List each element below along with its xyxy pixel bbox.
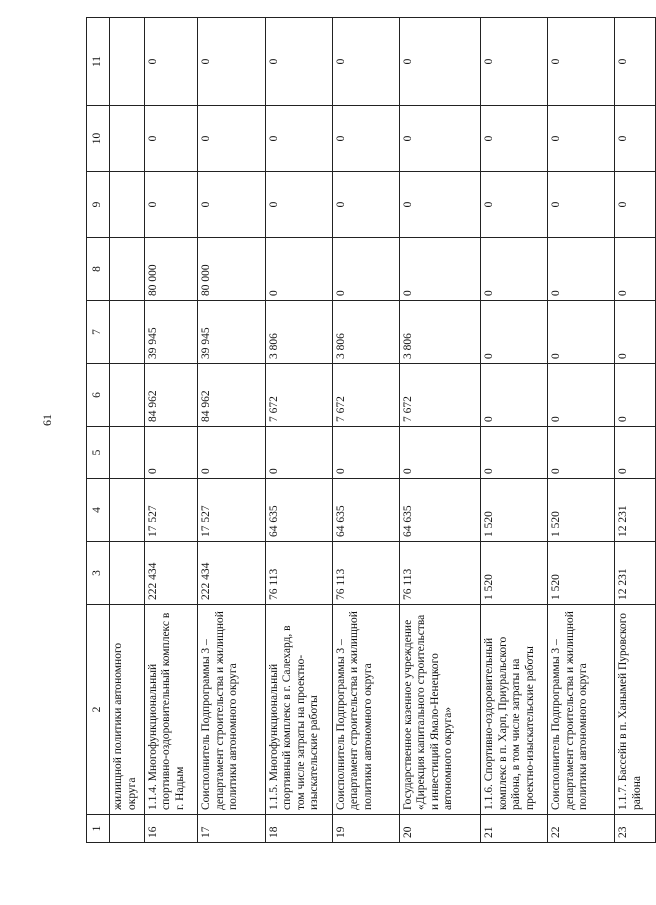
value-cell: 80 000: [144, 238, 198, 301]
table-row: [332, 18, 399, 843]
value-cell: 39 945: [198, 301, 265, 364]
row-number-cell: 20: [399, 815, 480, 843]
value-cell: 0: [615, 106, 656, 172]
value-cell: 0: [399, 427, 480, 479]
value-cell: [110, 301, 145, 364]
table-row: [548, 18, 615, 843]
row-name-cell: жилищной политики автономного округа: [110, 605, 145, 815]
value-cell: 0: [615, 18, 656, 106]
value-cell: 0: [548, 301, 615, 364]
value-cell: [110, 364, 145, 427]
table-body: [110, 18, 656, 843]
value-cell: [110, 542, 145, 605]
rotated-table-container: [86, 18, 656, 843]
column-header: 5: [87, 427, 110, 479]
row-number-cell: 16: [144, 815, 198, 843]
value-cell: 7 672: [399, 364, 480, 427]
table-row: [481, 18, 548, 843]
value-cell: 7 672: [332, 364, 399, 427]
value-cell: 0: [198, 172, 265, 238]
value-cell: 0: [481, 364, 548, 427]
table-row: [399, 18, 480, 843]
column-header: 7: [87, 301, 110, 364]
value-cell: 17 527: [198, 479, 265, 542]
value-cell: 3 806: [399, 301, 480, 364]
value-cell: 12 231: [615, 479, 656, 542]
value-cell: 222 434: [198, 542, 265, 605]
value-cell: [110, 18, 145, 106]
value-cell: 0: [615, 172, 656, 238]
value-cell: 0: [332, 238, 399, 301]
value-cell: 0: [198, 18, 265, 106]
value-cell: [110, 106, 145, 172]
value-cell: 3 806: [332, 301, 399, 364]
row-number-cell: 19: [332, 815, 399, 843]
value-cell: 1 520: [481, 479, 548, 542]
value-cell: 0: [615, 427, 656, 479]
column-header: 2: [87, 605, 110, 815]
value-cell: 76 113: [399, 542, 480, 605]
value-cell: 0: [265, 172, 332, 238]
row-name-cell: Соисполнитель Подпрограммы 3 – департамент строительства и жилищной политики автономного округа: [198, 605, 265, 815]
value-cell: 0: [481, 427, 548, 479]
column-header: 9: [87, 172, 110, 238]
value-cell: 64 635: [265, 479, 332, 542]
value-cell: [110, 479, 145, 542]
value-cell: 80 000: [198, 238, 265, 301]
value-cell: 1 520: [548, 479, 615, 542]
value-cell: 1 520: [548, 542, 615, 605]
value-cell: 0: [265, 18, 332, 106]
value-cell: 0: [399, 106, 480, 172]
value-cell: 0: [548, 238, 615, 301]
value-cell: 222 434: [144, 542, 198, 605]
value-cell: 0: [615, 364, 656, 427]
value-cell: 0: [615, 301, 656, 364]
table-row: [265, 18, 332, 843]
value-cell: 0: [481, 172, 548, 238]
row-name-cell: Соисполнитель Подпрограммы 3 – департамент строительства и жилищной политики автономного округа: [332, 605, 399, 815]
column-header: 6: [87, 364, 110, 427]
value-cell: 0: [144, 18, 198, 106]
value-cell: 17 527: [144, 479, 198, 542]
value-cell: 0: [198, 427, 265, 479]
value-cell: 0: [548, 172, 615, 238]
row-number-cell: 22: [548, 815, 615, 843]
value-cell: 0: [265, 238, 332, 301]
value-cell: 0: [548, 18, 615, 106]
row-name-cell: Соисполнитель Подпрограммы 3 – департамент строительства и жилищной политики автономного округа: [548, 605, 615, 815]
budget-table: [86, 17, 656, 843]
value-cell: 39 945: [144, 301, 198, 364]
value-cell: [110, 427, 145, 479]
value-cell: 0: [399, 18, 480, 106]
row-number-cell: 18: [265, 815, 332, 843]
value-cell: 0: [144, 106, 198, 172]
row-name-cell: 1.1.7. Бассейн в п. Ханымей Пуровского района: [615, 605, 656, 815]
value-cell: 0: [265, 427, 332, 479]
row-number-cell: 21: [481, 815, 548, 843]
value-cell: 0: [332, 172, 399, 238]
table-row: [144, 18, 198, 843]
value-cell: 12 231: [615, 542, 656, 605]
value-cell: 84 962: [198, 364, 265, 427]
value-cell: 0: [265, 106, 332, 172]
value-cell: 0: [481, 301, 548, 364]
value-cell: 64 635: [399, 479, 480, 542]
value-cell: 7 672: [265, 364, 332, 427]
value-cell: 0: [615, 238, 656, 301]
value-cell: 0: [481, 106, 548, 172]
row-name-cell: 1.1.5. Многофункциональный спортивный комплекс в г. Салехард, в том числе затраты на проектно-изыскательские работы: [265, 605, 332, 815]
value-cell: 0: [481, 18, 548, 106]
value-cell: 76 113: [265, 542, 332, 605]
value-cell: 84 962: [144, 364, 198, 427]
value-cell: 3 806: [265, 301, 332, 364]
column-header: 1: [87, 815, 110, 843]
row-name-cell: 1.1.6. Спортивно-оздоровительный комплекс в п. Харп, Приуральского района, в том числе затраты на проектно-изыскательские работы: [481, 605, 548, 815]
value-cell: 0: [399, 238, 480, 301]
table-row: [110, 18, 145, 843]
value-cell: 0: [332, 106, 399, 172]
value-cell: 76 113: [332, 542, 399, 605]
row-name-cell: Государственное казенное учреждение «Дирекция капитального строительства и инвестиций Ямало-Ненецкого автономного округа»: [399, 605, 480, 815]
value-cell: 0: [548, 106, 615, 172]
table-row: [198, 18, 265, 843]
value-cell: [110, 172, 145, 238]
column-header: 3: [87, 542, 110, 605]
page-number: 61: [40, 414, 54, 426]
value-cell: [110, 238, 145, 301]
value-cell: 0: [548, 427, 615, 479]
column-header: 10: [87, 106, 110, 172]
column-header: 8: [87, 238, 110, 301]
row-number-cell: [110, 815, 145, 843]
column-header: 4: [87, 479, 110, 542]
column-header: 11: [87, 18, 110, 106]
row-number-cell: 23: [615, 815, 656, 843]
value-cell: 0: [332, 427, 399, 479]
value-cell: 0: [144, 427, 198, 479]
value-cell: 64 635: [332, 479, 399, 542]
value-cell: 0: [481, 238, 548, 301]
value-cell: 0: [332, 18, 399, 106]
value-cell: 0: [198, 106, 265, 172]
value-cell: 1 520: [481, 542, 548, 605]
value-cell: 0: [399, 172, 480, 238]
row-name-cell: 1.1.4. Многофункциональный спортивно-оздоровительный комплекс в г. Надым: [144, 605, 198, 815]
header-row: [87, 18, 110, 843]
table-row: [615, 18, 656, 843]
value-cell: 0: [144, 172, 198, 238]
value-cell: 0: [548, 364, 615, 427]
row-number-cell: 17: [198, 815, 265, 843]
